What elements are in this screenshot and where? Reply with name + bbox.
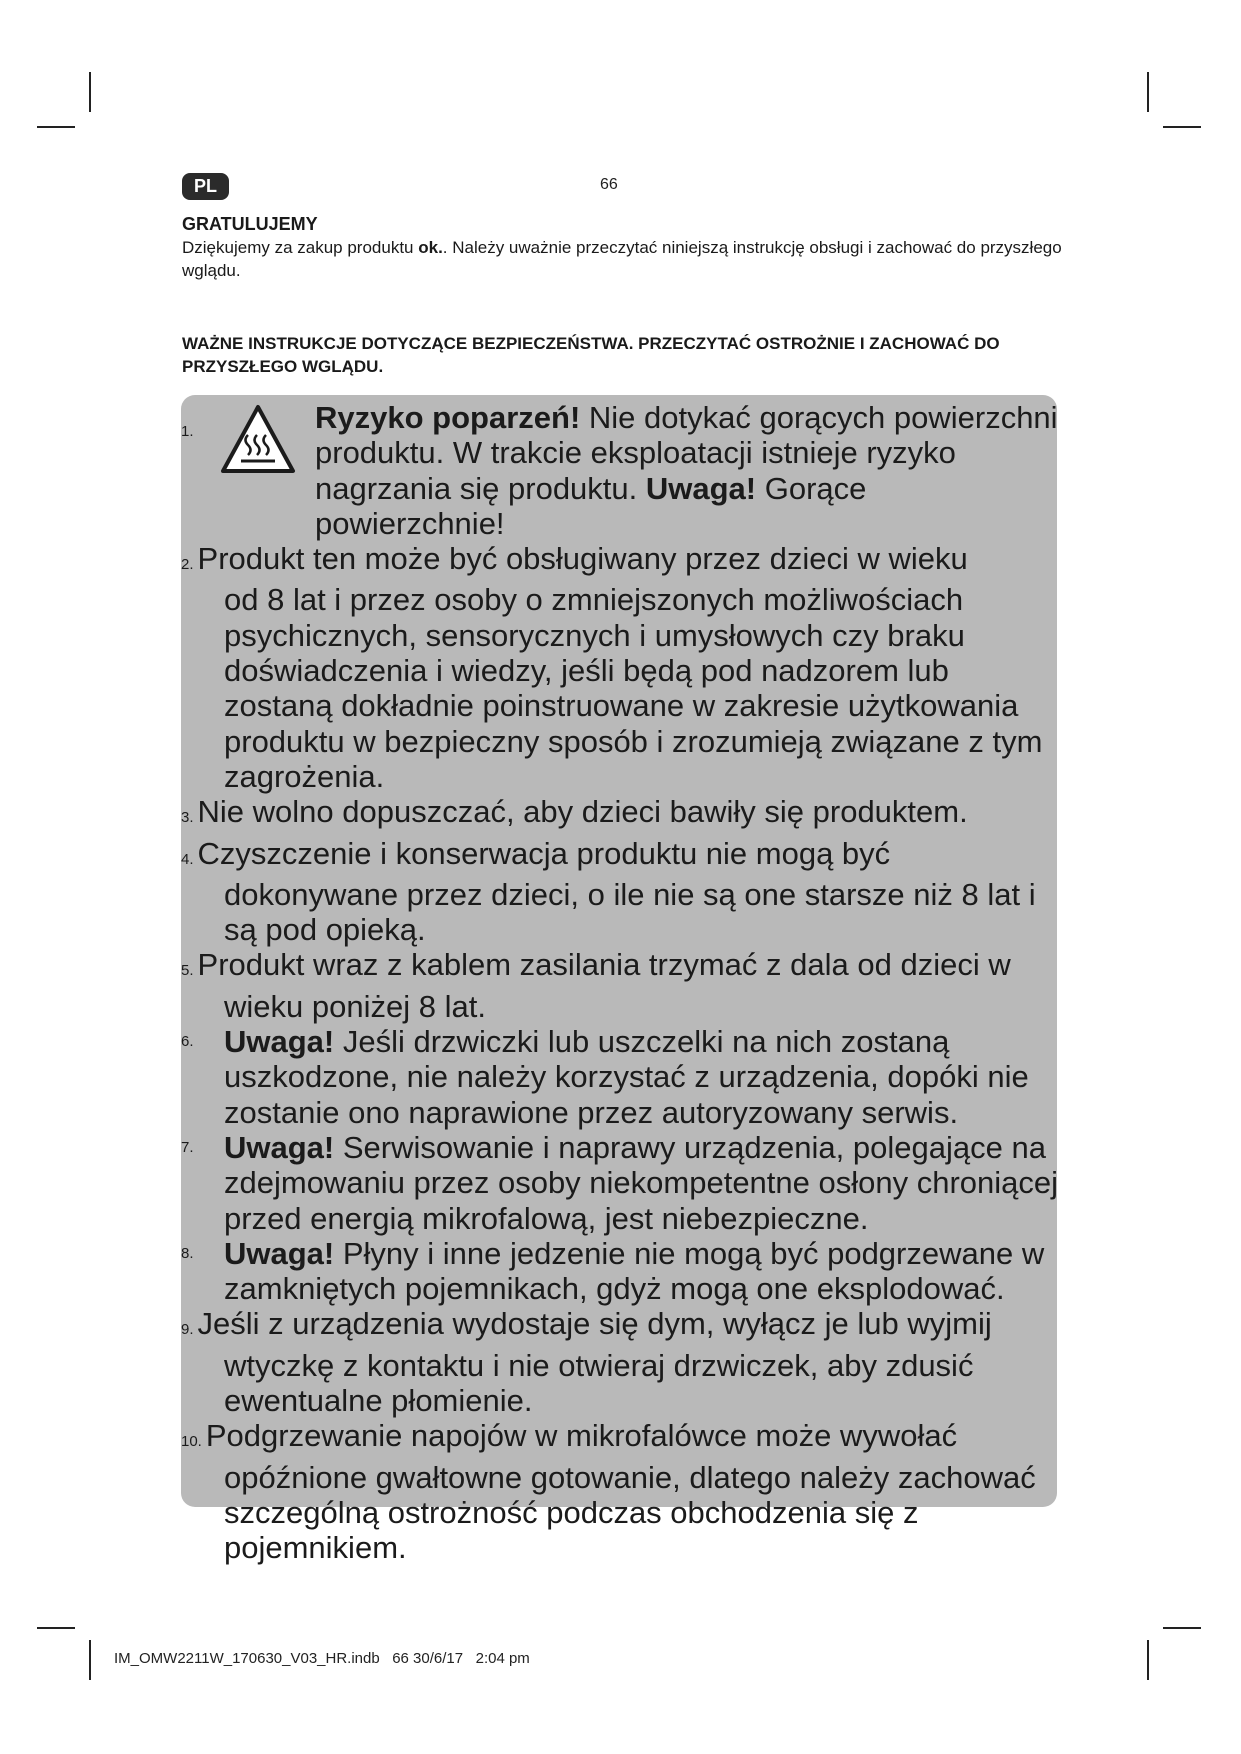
warnings-list	[181, 400, 1061, 1566]
warning-label: Uwaga!	[645, 470, 757, 506]
warning-item	[181, 1236, 1061, 1307]
print-slug: IM_OMW2211W_170630_V03_HR.indb 66 30/6/17 2:04 pm	[114, 1650, 530, 1667]
warning-item	[181, 1418, 1061, 1565]
crop-mark	[37, 1627, 75, 1629]
warning-text: dokonywane przez dzieci, o ile nie są one starsze niż 8 lat i są pod opieką.	[224, 876, 1036, 948]
warning-text: Nie wolno dopuszczać, aby dzieci bawiły się produktem.	[197, 794, 968, 830]
intro-text-part: . Należy uważnie przeczytać niniejszą instrukcję obsługi i zachować do przyszłego wglądu.	[182, 238, 1062, 280]
warning-text: Produkt ten może być obsługiwany przez dzieci w wieku	[197, 541, 968, 577]
language-badge: PL	[182, 173, 229, 200]
warning-text: Czyszczenie i konserwacja produktu nie mogą być	[197, 835, 891, 871]
warning-item	[181, 1130, 1061, 1236]
warning-text: opóźnione gwałtowne gotowanie, dlatego należy zachować szczególną ostrożność podczas obchodzenia się z pojemnikiem.	[224, 1459, 1036, 1566]
warning-item	[181, 541, 1061, 794]
safety-heading: WAŻNE INSTRUKCJE DOTYCZĄCE BEZPIECZEŃSTWA. PRZECZYTAĆ OSTROŻNIE I ZACHOWAĆ DO PRZYSZŁEGO WGLĄDU.	[182, 334, 1000, 376]
item-number: 8.	[181, 1244, 194, 1262]
warning-label: Uwaga!	[224, 1024, 335, 1060]
warning-text: Gorące powierzchnie!	[315, 470, 867, 541]
item-number: 1.	[181, 423, 194, 440]
warning-text: Jeśli z urządzenia wydostaje się dym, wyłącz je lub wyjmij	[197, 1306, 992, 1342]
warning-item	[181, 400, 1061, 541]
item-number: 2.	[181, 556, 194, 574]
crop-mark	[89, 72, 91, 112]
item-number: 6.	[181, 1033, 194, 1051]
item-number: 5.	[181, 962, 194, 980]
crop-mark	[1147, 1640, 1149, 1680]
warning-text: wtyczkę z kontaktu i nie otwieraj drzwiczek, aby zdusić ewentualne płomienie.	[224, 1347, 974, 1419]
brand-name: ok.	[418, 238, 443, 257]
intro-title: GRATULUJEMY	[182, 214, 318, 234]
warning-item	[181, 1024, 1061, 1130]
warning-text: Podgrzewanie napojów w mikrofalówce może wywołać	[205, 1418, 958, 1454]
item-number: 3.	[181, 809, 194, 827]
warning-label: Uwaga!	[224, 1129, 335, 1165]
crop-mark	[37, 126, 75, 128]
warning-item	[181, 947, 1061, 1024]
warning-text: wieku poniżej 8 lat.	[224, 988, 486, 1024]
warning-text: Jeśli drzwiczki lub uszczelki na nich zostaną uszkodzone, nie należy korzystać z urządzenia, dopóki nie zostanie ono naprawione przez autoryzowany serwis.	[224, 1024, 1029, 1130]
crop-mark	[89, 1640, 91, 1680]
warning-text: Produkt wraz z kablem zasilania trzymać z dala od dzieci w	[197, 947, 1011, 983]
item-number: 9.	[181, 1321, 194, 1339]
crop-mark	[1163, 1627, 1201, 1629]
intro-section	[182, 213, 1062, 282]
crop-mark	[1147, 72, 1149, 112]
page-number: 66	[600, 176, 618, 193]
warning-item	[181, 836, 1061, 948]
item-number: 7.	[181, 1138, 194, 1156]
warning-text: od 8 lat i przez osoby o zmniejszonych możliwościach psychicznych, sensorycznych i umysłowych czy braku doświadczenia i wiedzy, jeśli będą pod nadzorem lub zostaną dokładnie poinstruowane w zakresie użytkowania produktu w bezpieczny sposób i zrozumieją związane z tym zagrożenia.	[224, 582, 1043, 794]
item-number: 4.	[181, 850, 194, 868]
intro-text	[182, 236, 1062, 282]
intro-text-part: Dziękujemy za zakup produktu	[182, 238, 419, 257]
warning-text: Płyny i inne jedzenie nie mogą być podgrzewane w zamkniętych pojemnikach, gdyż mogą one eksplodować.	[224, 1235, 1045, 1307]
warning-label: Uwaga!	[224, 1235, 335, 1271]
hot-surface-warning-icon	[219, 403, 297, 475]
crop-mark	[1163, 126, 1201, 128]
warning-label: Ryzyko poparzeń!	[315, 400, 581, 435]
warning-item	[181, 794, 1061, 835]
item-number: 10.	[181, 1433, 202, 1451]
warning-text: Nie dotykać gorących powierzchni produktu. W trakcie eksploatacji istnieje ryzyko nagrzania się produktu.	[315, 400, 1058, 506]
warning-text: Serwisowanie i naprawy urządzenia, polegające na zdejmowaniu przez osoby niekompetentne osłony chroniącej przed energią mikrofalową, jest niebezpieczne.	[224, 1129, 1059, 1236]
warning-item	[181, 1306, 1061, 1418]
